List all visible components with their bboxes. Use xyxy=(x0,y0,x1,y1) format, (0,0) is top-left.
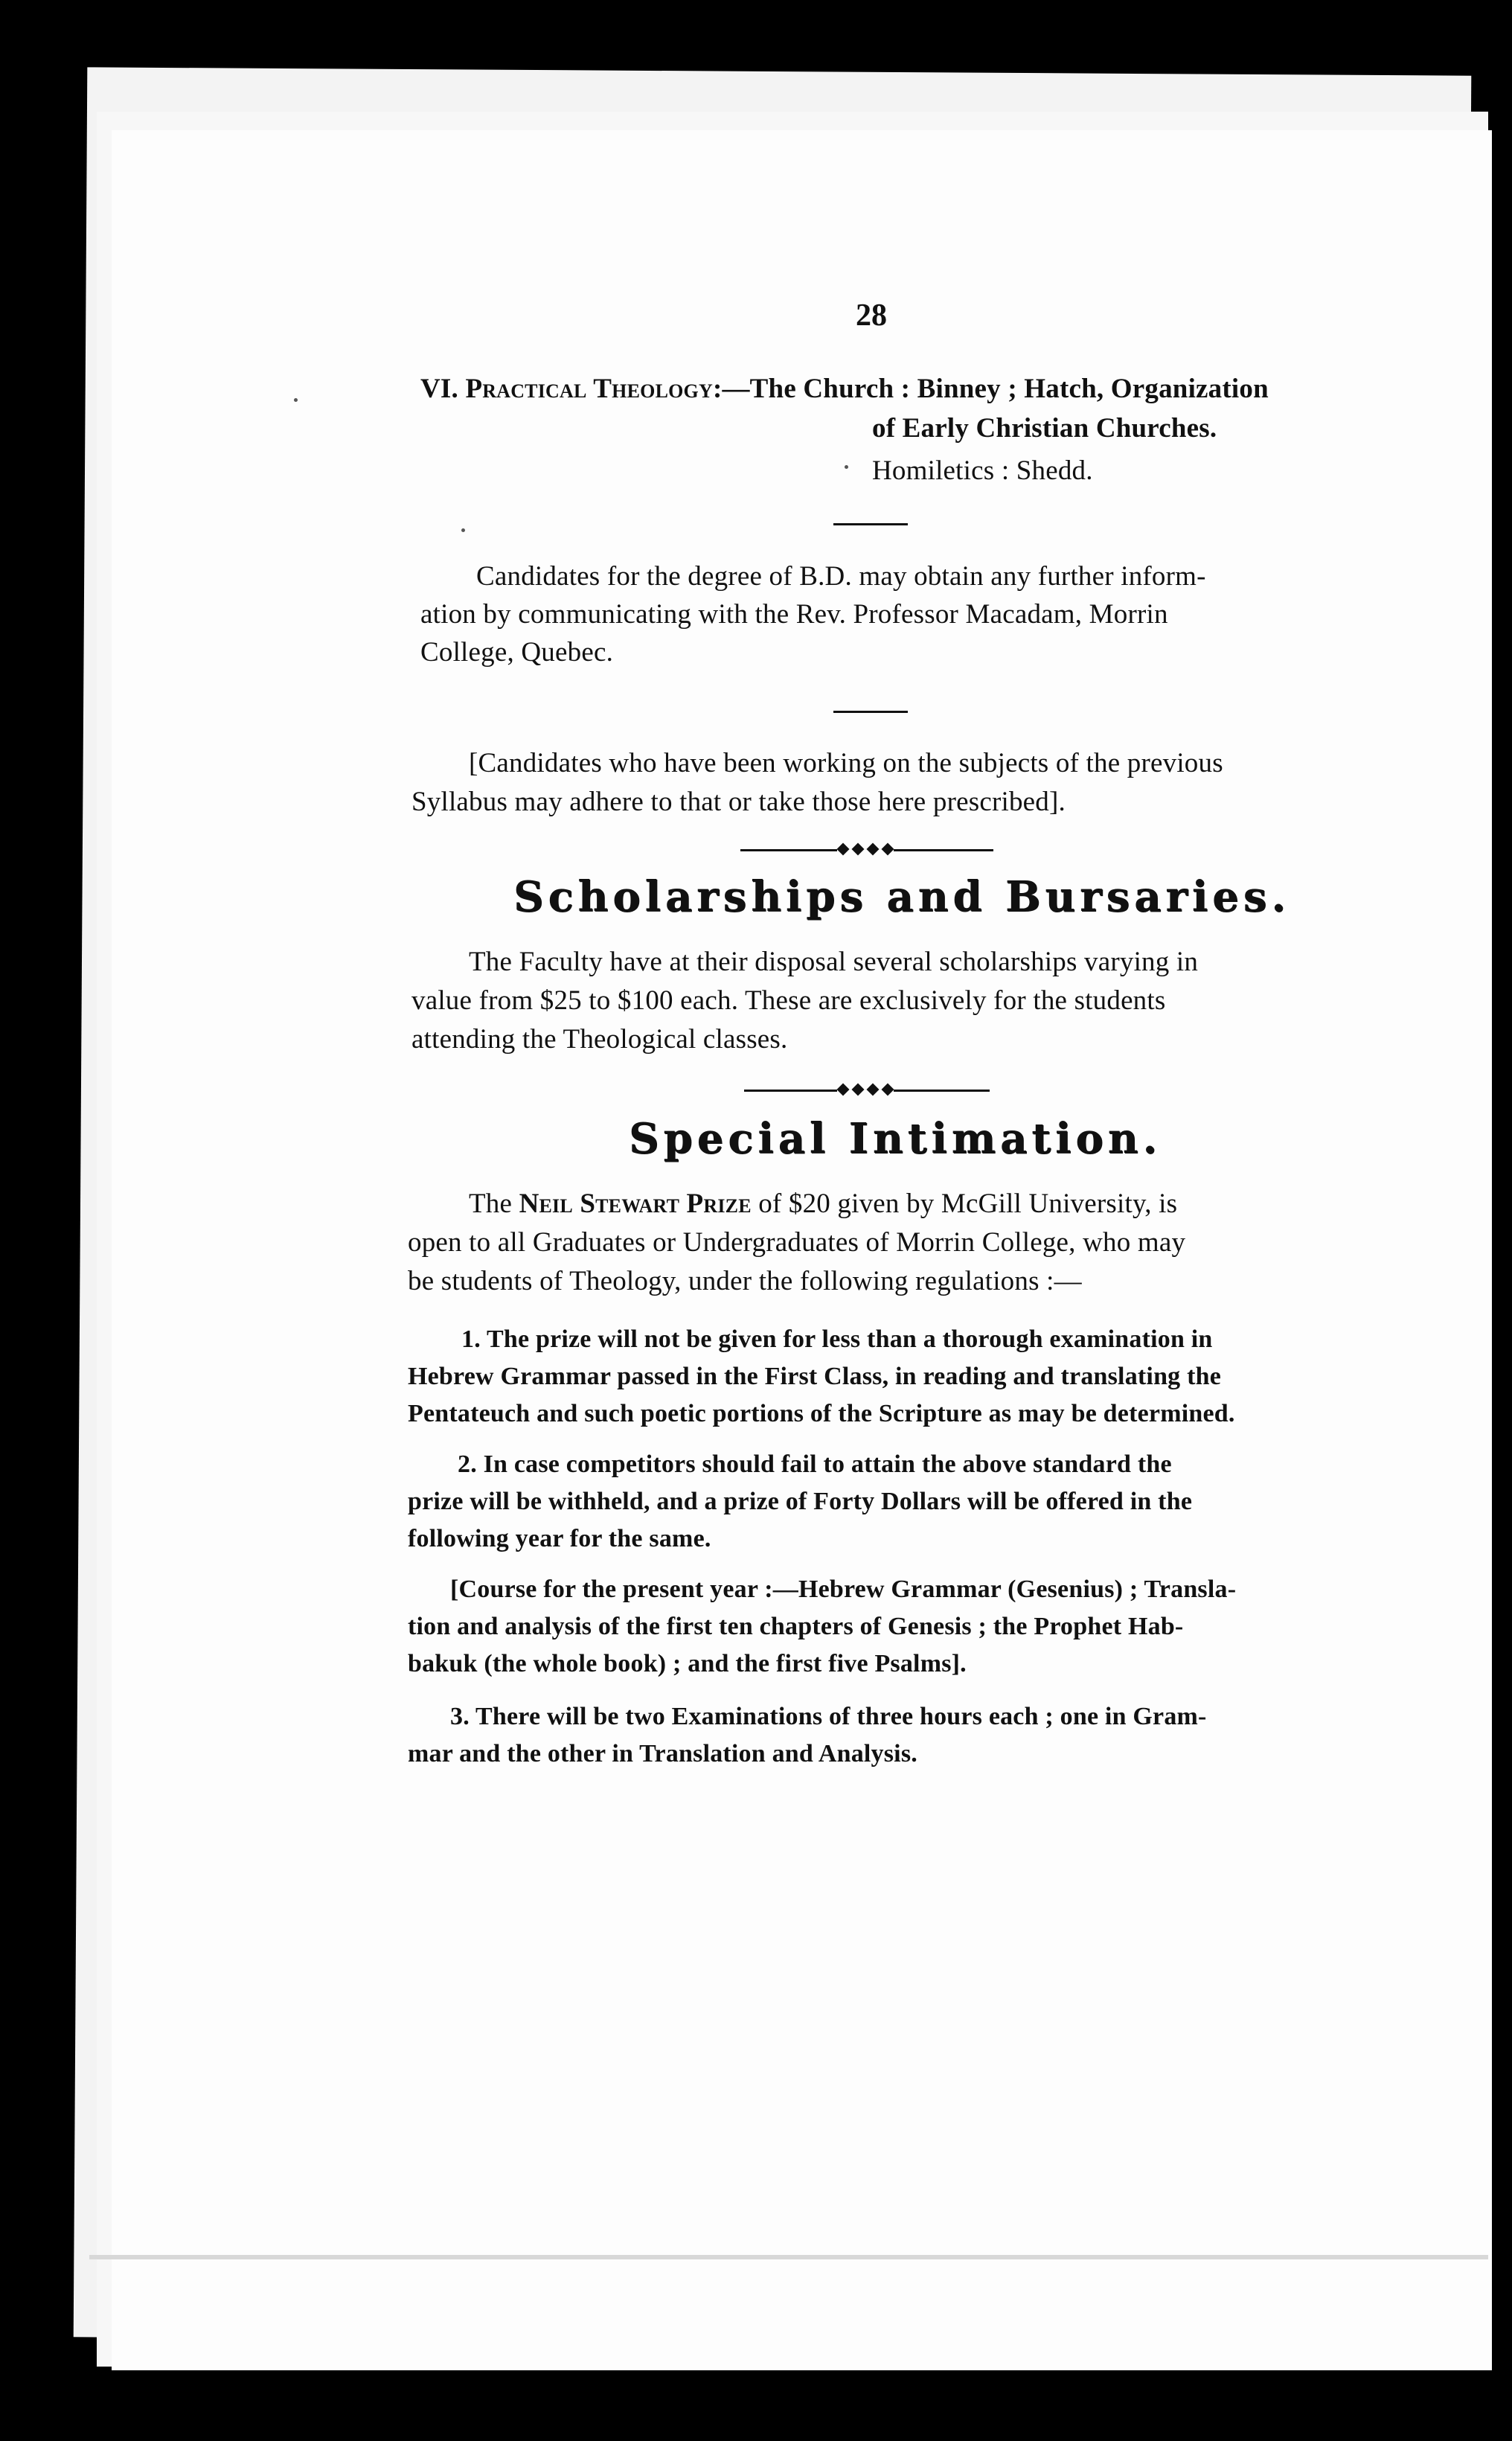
page-number: 28 xyxy=(856,298,887,333)
scholarships-line-1: The Faculty have at their disposal several scholarships varying in xyxy=(469,947,1199,977)
intimation-line-3: be students of Theology, under the following regulations :— xyxy=(408,1266,1082,1296)
rule1-line-3: Pentateuch and such poetic portions of the Scripture as may be determined. xyxy=(408,1400,1235,1427)
section-title: Practical Theology xyxy=(465,374,713,404)
prize-name: Neil Stewart Prize xyxy=(519,1188,752,1219)
theology-line-1 xyxy=(420,372,1269,406)
rule1-line-1: 1. The prize will not be given for less than a thorough examination in xyxy=(461,1325,1213,1353)
course-line-1: [Course for the present year :—Hebrew Grammar (Gesenius) ; Transla- xyxy=(450,1575,1237,1603)
bd-line-1: Candidates for the degree of B.D. may obtain any further inform- xyxy=(476,561,1206,592)
rule3-line-2: mar and the other in Translation and Analysis. xyxy=(408,1740,917,1767)
intimation-line-2: open to all Graduates or Undergraduates of Morrin College, who may xyxy=(408,1227,1186,1258)
intimation-heading: Special Intimation. xyxy=(629,1114,1162,1163)
theology-text: :—The Church : Binney ; Hatch, Organization xyxy=(712,374,1269,404)
intimation-intro-pre: The xyxy=(469,1188,513,1219)
course-line-2: tion and analysis of the first ten chapters of Genesis ; the Prophet Hab- xyxy=(408,1613,1184,1640)
rule2-line-1: 2. In case competitors should fail to attain the above standard the xyxy=(458,1450,1172,1478)
scan-speck xyxy=(294,398,298,402)
rule2-line-2: prize will be withheld, and a prize of Forty Dollars will be offered in the xyxy=(408,1488,1193,1515)
syllabus-line-2: Syllabus may adhere to that or take those here prescribed]. xyxy=(411,787,1066,817)
ornamental-divider xyxy=(744,1083,990,1098)
divider xyxy=(833,711,908,713)
theology-line-3: Homiletics : Shedd. xyxy=(872,455,1093,486)
scan-speck xyxy=(845,465,848,469)
bd-line-2: ation by communicating with the Rev. Professor Macadam, Morrin xyxy=(420,599,1168,630)
section-numeral: VI. xyxy=(420,374,458,404)
scholarships-line-3: attending the Theological classes. xyxy=(411,1024,788,1055)
page-edge xyxy=(89,2255,1488,2259)
intimation-line-1 xyxy=(469,1187,1177,1221)
syllabus-line-1: [Candidates who have been working on the subjects of the previous xyxy=(469,748,1223,778)
scholarships-heading: Scholarships and Bursaries. xyxy=(513,872,1290,921)
ornamental-divider xyxy=(740,842,993,857)
theology-line-2: of Early Christian Churches. xyxy=(872,413,1217,444)
rule2-line-3: following year for the same. xyxy=(408,1525,711,1552)
course-line-3: bakuk (the whole book) ; and the first five Psalms]. xyxy=(408,1650,967,1677)
scan-speck xyxy=(461,528,465,532)
rule1-line-2: Hebrew Grammar passed in the First Class, in reading and translating the xyxy=(408,1363,1222,1390)
intimation-intro-post: of $20 given by McGill University, is xyxy=(758,1188,1178,1219)
scholarships-line-2: value from $25 to $100 each. These are exclusively for the students xyxy=(411,985,1166,1016)
bd-line-3: College, Quebec. xyxy=(420,637,614,668)
divider xyxy=(833,523,908,525)
rule3-line-1: 3. There will be two Examinations of three hours each ; one in Gram- xyxy=(450,1703,1207,1730)
